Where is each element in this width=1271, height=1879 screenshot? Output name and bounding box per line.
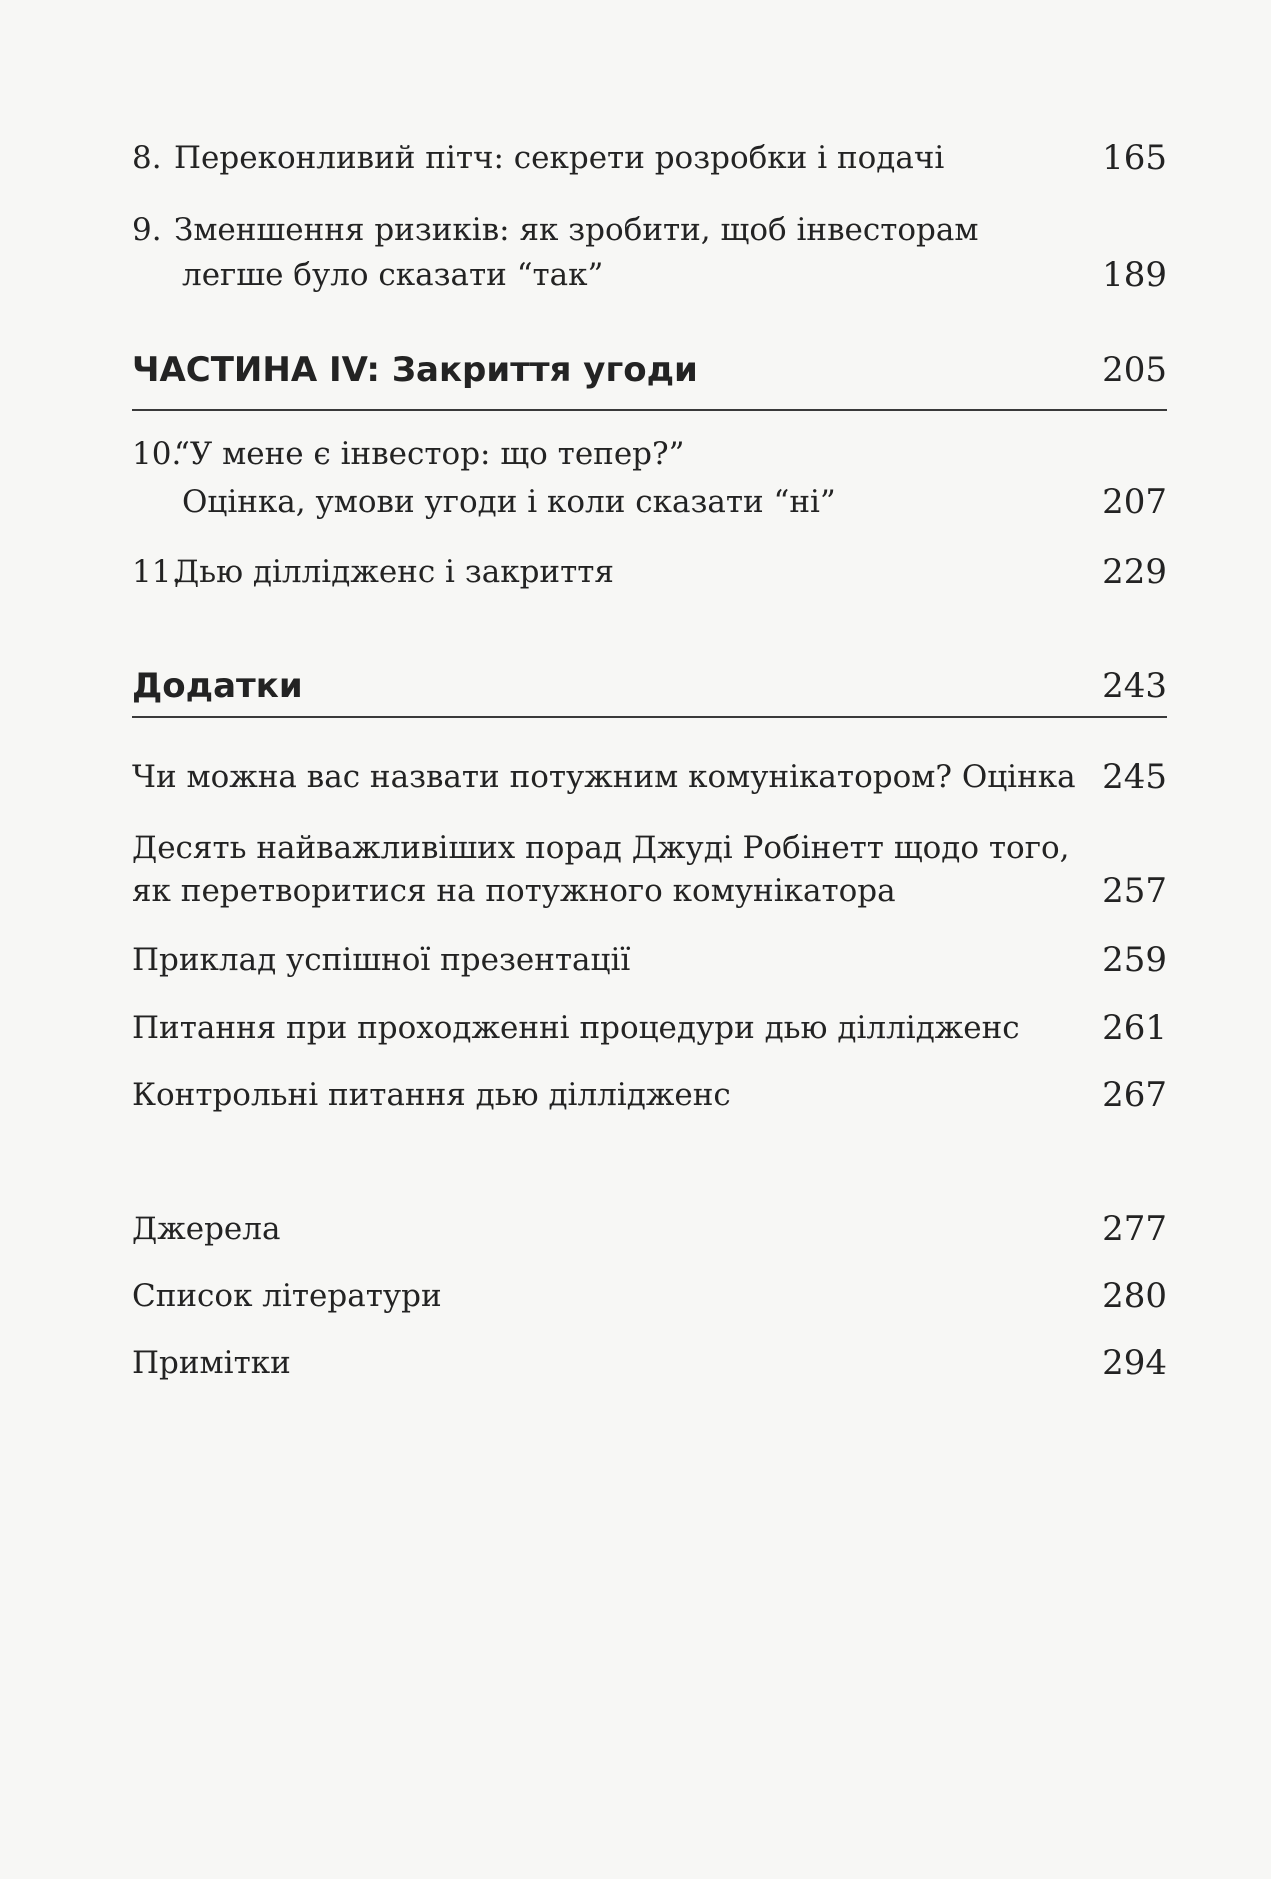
entry-title: “У мене є інвестор: що тепер?” — [174, 436, 685, 472]
appendix-title: Додатки — [132, 666, 303, 706]
entry-title: Десять найважливіших порад Джуді Робінетт щодо того, — [132, 830, 1070, 866]
toc-entry-10[interactable] — [132, 429, 1167, 479]
back-matter-bibliography[interactable] — [132, 1271, 1167, 1321]
entry-page-number: 245 — [1102, 757, 1167, 797]
entry-page-number: 229 — [1102, 552, 1167, 592]
entry-page-number: 267 — [1102, 1075, 1167, 1115]
entry-title: Список літератури — [132, 1278, 442, 1314]
toc-entry-8[interactable] — [132, 133, 1167, 183]
appendix-page-number: 243 — [1102, 666, 1167, 706]
entry-title-continued: Оцінка, умови угоди і коли сказати “ні” — [182, 484, 836, 520]
entry-number: 11. — [132, 554, 182, 590]
toc-entry-10-continued[interactable] — [132, 477, 1167, 527]
back-matter-sources[interactable] — [132, 1204, 1167, 1254]
entry-title-continued: легше було сказати “так” — [182, 257, 604, 293]
part-page-number: 205 — [1102, 350, 1167, 390]
part-title: ЧАСТИНА IV: Закриття угоди — [132, 350, 698, 390]
entry-title: Примітки — [132, 1345, 291, 1381]
entry-page-number: 207 — [1102, 482, 1167, 522]
entry-title: Приклад успішної презентації — [132, 942, 631, 978]
entry-page-number: 277 — [1102, 1209, 1167, 1249]
entry-title: Дью діллідженс і закриття — [174, 554, 614, 590]
appendix-entry-tips-continued[interactable] — [132, 866, 1167, 916]
toc-entry-11[interactable] — [132, 547, 1167, 597]
appendix-entry-assessment[interactable] — [132, 752, 1167, 802]
appendix-divider — [132, 716, 1167, 718]
entry-title: Чи можна вас назвати потужним комунікатором? Оцінка — [132, 759, 1076, 795]
part-4-heading[interactable] — [132, 343, 1167, 397]
appendix-entry-due-diligence-questions[interactable] — [132, 1003, 1167, 1053]
entry-page-number: 259 — [1102, 940, 1167, 980]
entry-page-number: 294 — [1102, 1343, 1167, 1383]
entry-title-continued: як перетворитися на потужного комунікатора — [132, 873, 896, 909]
entry-title: Переконливий пітч: секрети розробки і подачі — [174, 140, 945, 176]
entry-title: Джерела — [132, 1211, 281, 1247]
entry-number: 10. — [132, 436, 182, 472]
appendix-heading[interactable] — [132, 659, 1167, 713]
entry-page-number: 189 — [1102, 255, 1167, 295]
entry-page-number: 280 — [1102, 1276, 1167, 1316]
entry-title: Контрольні питання дью діллідженс — [132, 1077, 731, 1113]
toc-entry-9-continued[interactable] — [132, 250, 1167, 300]
toc-entry-9[interactable] — [132, 205, 1167, 255]
part-4-divider — [132, 409, 1167, 411]
entry-page-number: 261 — [1102, 1008, 1167, 1048]
entry-page-number: 257 — [1102, 871, 1167, 911]
entry-number: 9. — [132, 212, 162, 248]
appendix-entry-presentation[interactable] — [132, 935, 1167, 985]
back-matter-notes[interactable] — [132, 1338, 1167, 1388]
appendix-entry-due-diligence-checklist[interactable] — [132, 1070, 1167, 1120]
entry-title: Питання при проходженні процедури дью діллідженс — [132, 1010, 1020, 1046]
entry-page-number: 165 — [1102, 138, 1167, 178]
entry-title: Зменшення ризиків: як зробити, щоб інвесторам — [174, 212, 979, 248]
entry-number: 8. — [132, 140, 162, 176]
